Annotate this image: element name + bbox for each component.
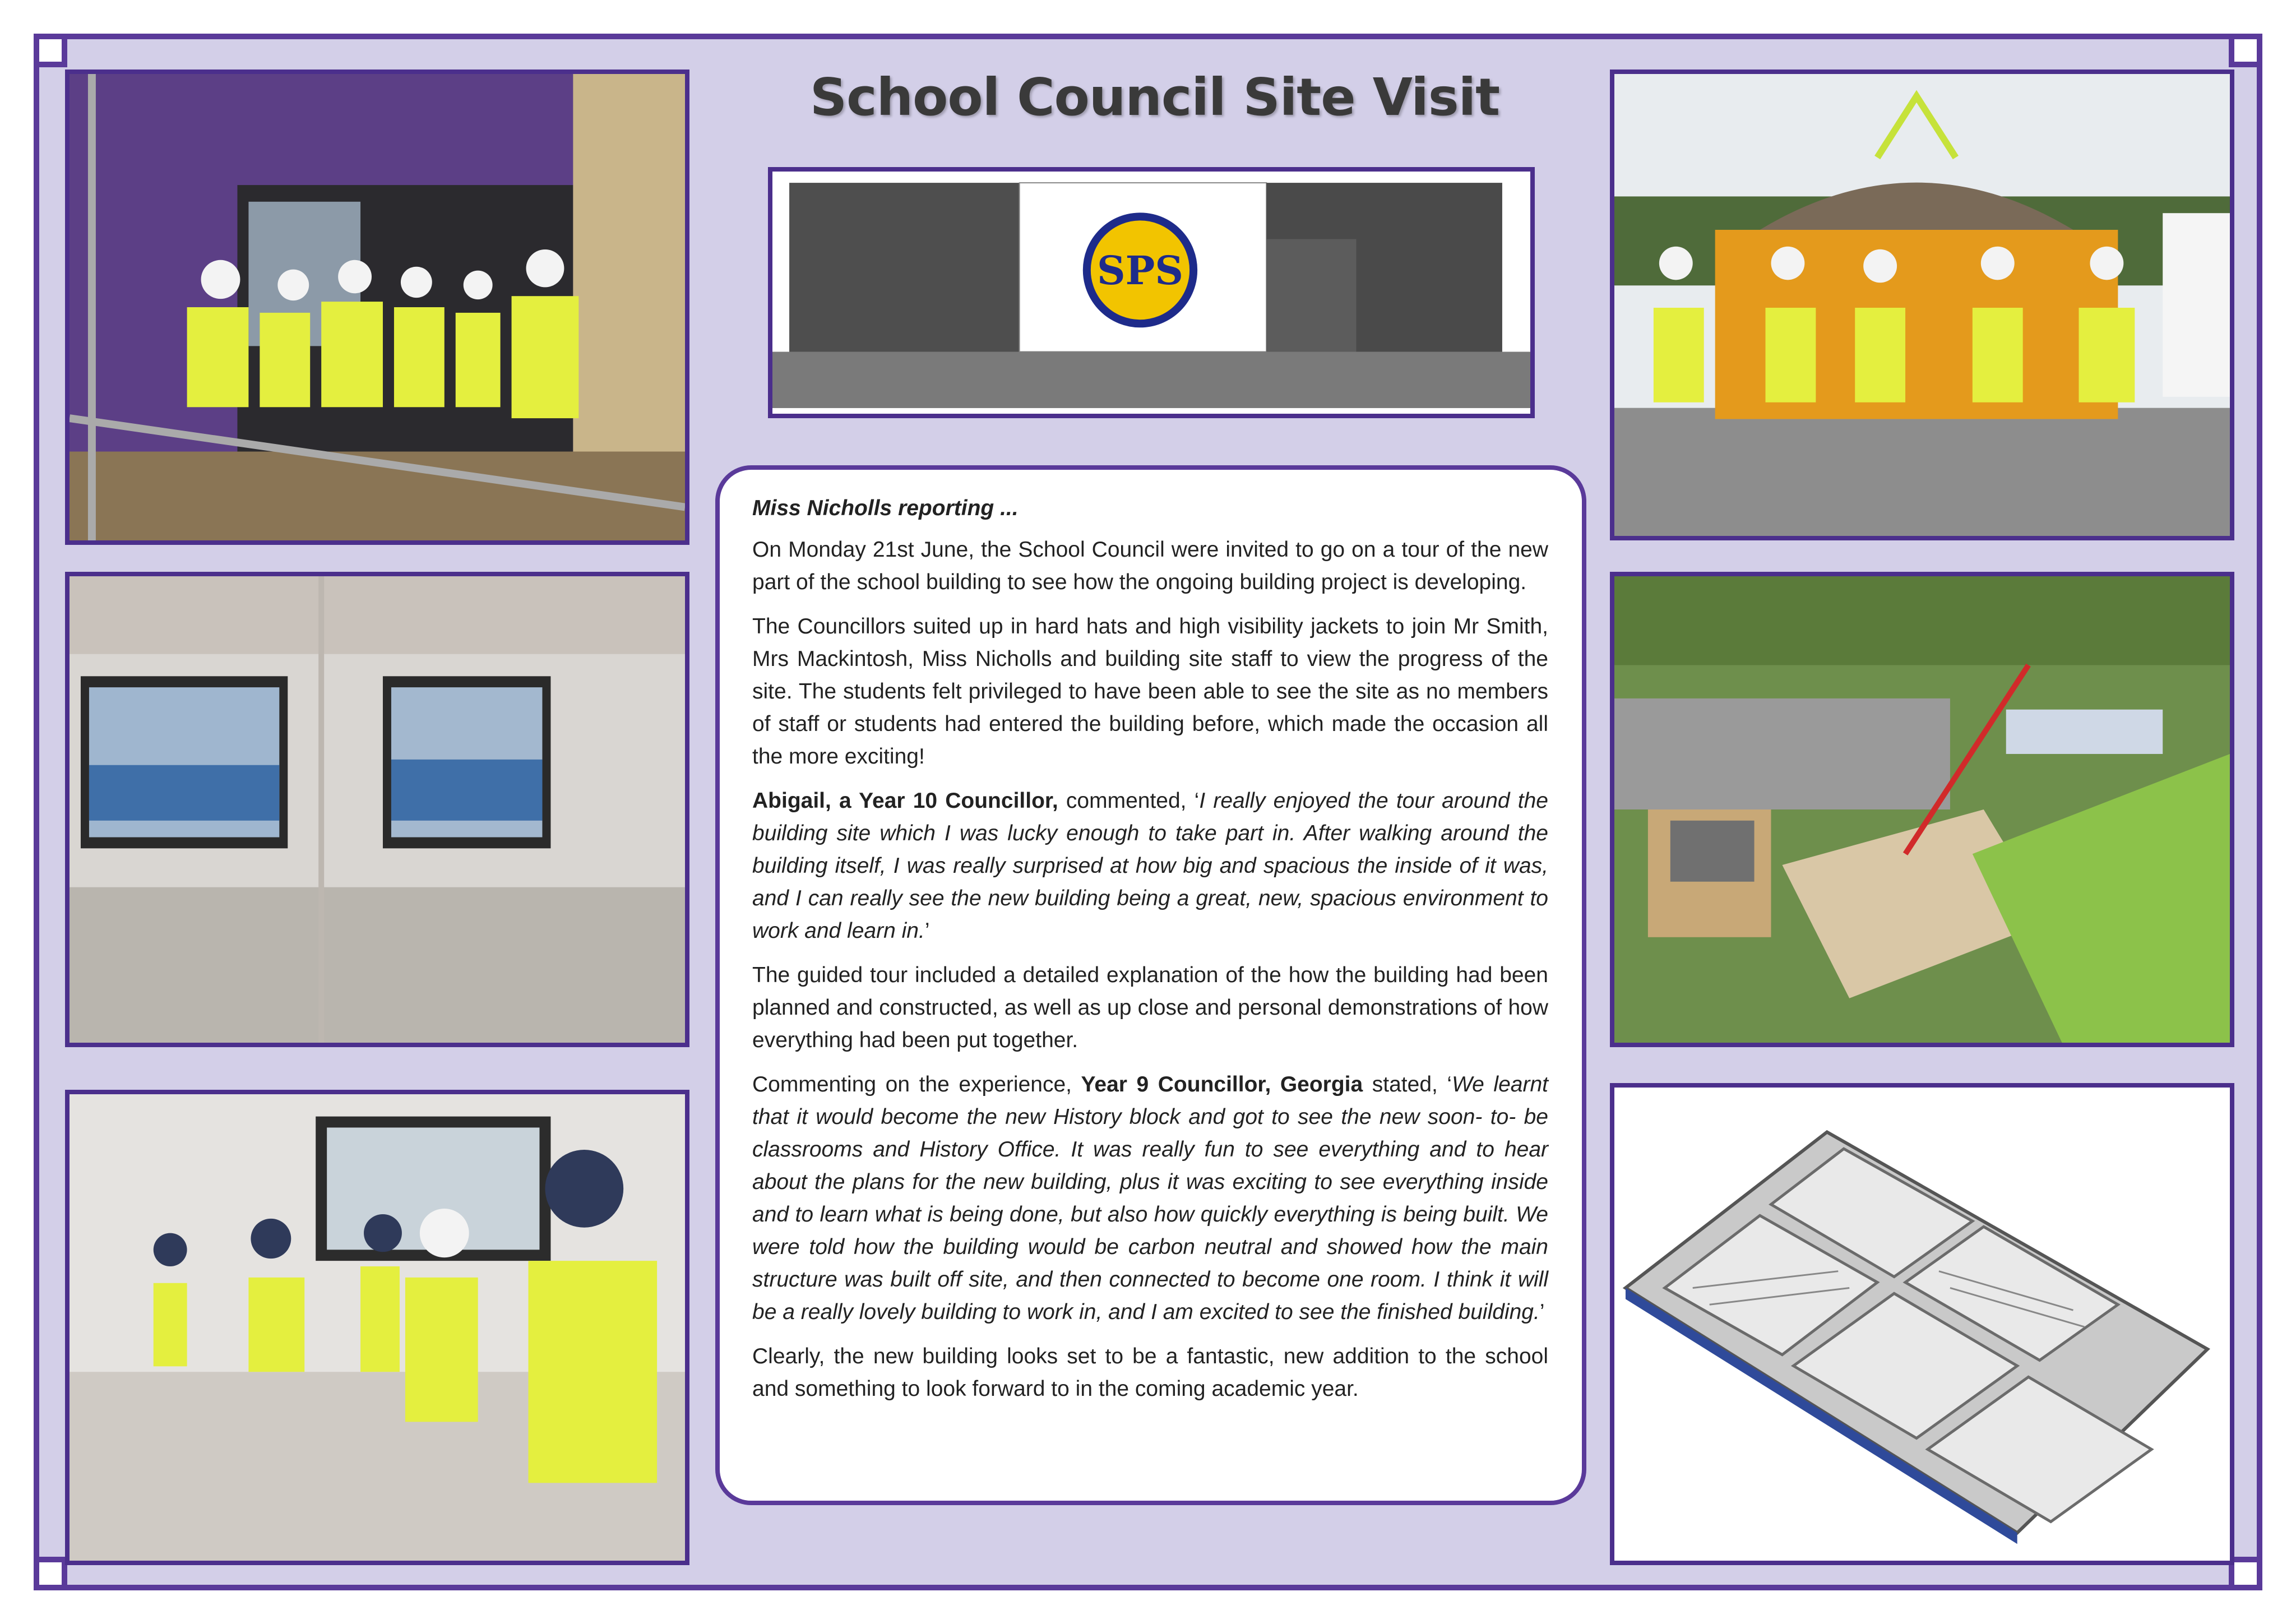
verb-commented: commented, ‘ [1058,789,1200,813]
article-paragraph-4: The guided tour included a detailed explanation of the how the building had been planned and constructed, as well as up close and personal demonstrations of how everything had been put together. [752,963,1548,1052]
frame-corner-tr [2229,34,2262,67]
photo-students-inside [65,1090,689,1565]
school-crest-text: SPS [1096,247,1183,294]
quote-georgia: We learnt that it would become the new History block and got to see the new soon- to- be classrooms and History Office. It was really fun to see everything and to hear about the plans for the new building, plus it was exciting to see everything inside and to learn what is being done, but also how quickly everything is being built. We were told how the building would be carbon neutral and showed how the main structure was built off site, and then connected to become one room. I think it will be a really lovely building to work in, and I am excited to see the finished building. [752,1072,1548,1324]
frame-corner-bl [34,1557,67,1590]
quote-close: ’ [1539,1300,1545,1324]
article-paragraph-2: The Councillors suited up in hard hats and high visibility jackets to join Mr Smith, Mrs Mackintosh, Miss Nicholls and building site staff to view the progress of the site. The students felt privileged to have been able to see the site as no members of staff or students had entered the building before, which made the occasion all the more exciting! [752,614,1548,769]
photo-building-elevation [768,167,1535,418]
page-title: School Council Site Visit [809,67,1500,127]
quote-close: ’ [924,919,930,943]
frame-corner-tl [34,34,67,67]
article-paragraph-6: Clearly, the new building looks set to be a fantastic, new addition to the school and something to look forward to in the coming academic year. [752,1344,1548,1401]
article-paragraph-3 [752,785,1548,947]
photo-3d-floor-plan [1610,1083,2234,1565]
lead-commenting: Commenting on the experience, [752,1072,1081,1096]
photo-aerial-site [1610,572,2234,1047]
article-byline: Miss Nicholls reporting ... [752,496,1019,520]
speaker-georgia: Year 9 Councillor, Georgia [1081,1072,1363,1096]
photo-empty-classroom [65,572,689,1047]
article-paragraph-1: On Monday 21st June, the School Council were invited to go on a tour of the new part of the school building to see how the ongoing building project is developing. [752,538,1548,594]
article-panel [715,465,1586,1505]
photo-students-by-dumper [1610,70,2234,540]
photo-group-on-site [65,70,689,545]
article-paragraph-5 [752,1068,1548,1329]
quote-abigail: I really enjoyed the tour around the building site which I was lucky enough to take part in. After walking around the building itself, I was really surprised at how big and spacious the inside of it was, and I can really see the new building being a great, new, spacious environment to work and learn in. [752,789,1548,943]
speaker-abigail: Abigail, a Year 10 Councillor, [752,789,1058,813]
verb-stated: stated, ‘ [1363,1072,1452,1096]
